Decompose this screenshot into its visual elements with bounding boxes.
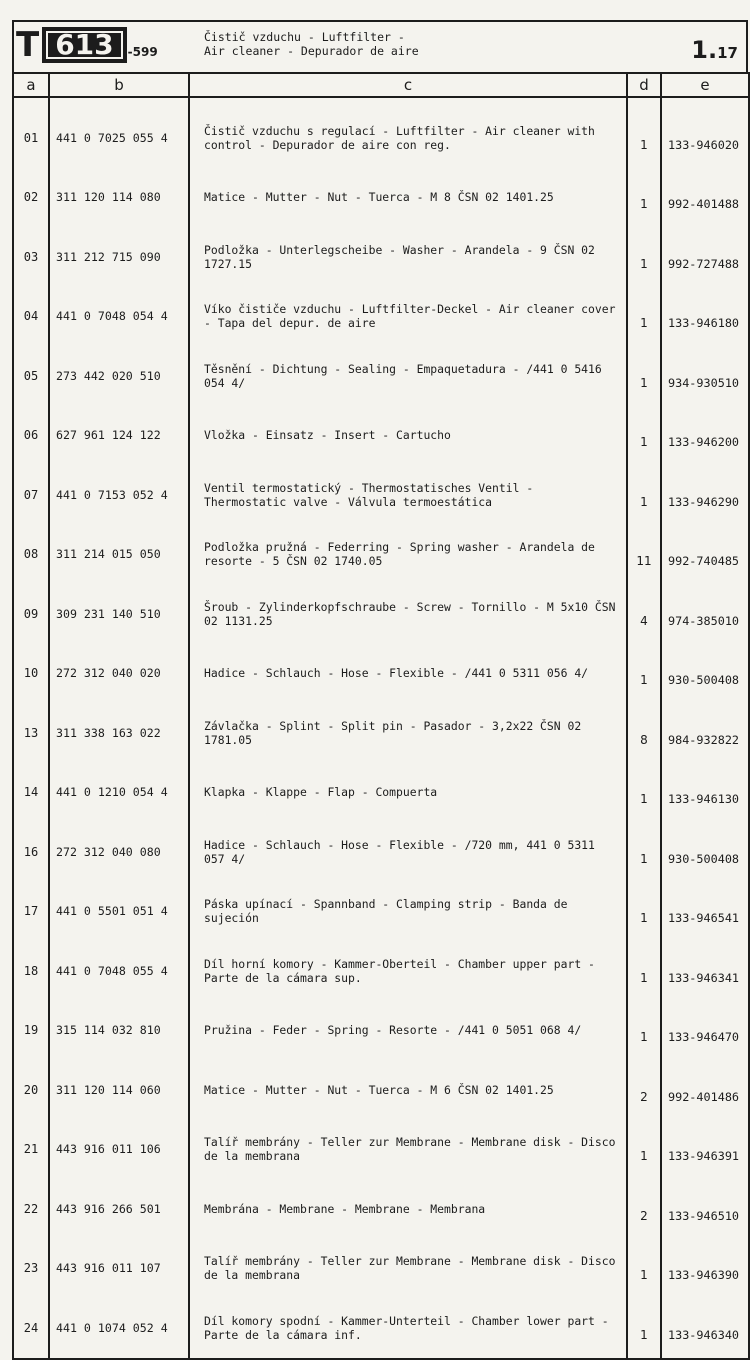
description: Podložka pružná - Federring - Spring washer - Arandela de resorte - 5 ČSN 02 1740.05 [189,525,627,585]
position-number: 24 [13,1298,49,1359]
table-row [13,525,749,585]
quantity: 1 [627,168,661,228]
description: Pružina - Feder - Spring - Resorte - /441 0 5051 068 4/ [189,1001,627,1061]
order-code: 992-727488 [661,227,749,287]
quantity: 1 [627,822,661,882]
table-row [13,882,749,942]
part-number: 441 0 1074 052 4 [49,1298,189,1359]
quantity: 1 [627,346,661,406]
parts-table-body [13,97,749,1359]
position-number: 21 [13,1120,49,1180]
order-code: 133-946290 [661,465,749,525]
position-number: 20 [13,1060,49,1120]
quantity: 1 [627,287,661,347]
parts-catalog-page [12,20,748,1342]
table-row [13,287,749,347]
table-row [13,168,749,228]
description: Podložka - Unterlegscheibe - Washer - Arandela - 9 ČSN 02 1727.15 [189,227,627,287]
position-number: 02 [13,168,49,228]
description: Víko čističe vzduchu - Luftfilter-Deckel - Air cleaner cover - Tapa del depur. de aire [189,287,627,347]
order-code: 133-946390 [661,1239,749,1299]
table-row [13,108,749,168]
description: Klapka - Klappe - Flap - Compuerta [189,763,627,823]
table-header-row [13,73,749,97]
description: Talíř membrány - Teller zur Membrane - Membrane disk - Disco de la membrana [189,1120,627,1180]
part-number: 311 214 015 050 [49,525,189,585]
quantity: 1 [627,465,661,525]
part-number: 441 0 7048 055 4 [49,941,189,1001]
column-header-a: a [13,73,49,97]
order-code: 992-740485 [661,525,749,585]
quantity: 1 [627,941,661,1001]
page-header [12,20,748,72]
order-code: 930-500408 [661,644,749,704]
position-number: 08 [13,525,49,585]
logo-model-box: 613 [42,27,126,63]
part-number: 311 212 715 090 [49,227,189,287]
part-number: 272 312 040 020 [49,644,189,704]
position-number: 19 [13,1001,49,1061]
order-code: 133-946130 [661,763,749,823]
order-code: 133-946020 [661,108,749,168]
logo-letter: T [16,25,39,65]
part-number: 315 114 032 810 [49,1001,189,1061]
order-code: 934-930510 [661,346,749,406]
table-row [13,644,749,704]
table-row [13,1298,749,1359]
quantity: 1 [627,227,661,287]
quantity: 1 [627,882,661,942]
position-number: 05 [13,346,49,406]
part-number: 309 231 140 510 [49,584,189,644]
position-number: 04 [13,287,49,347]
column-header-b: b [49,73,189,97]
quantity: 1 [627,406,661,466]
description: Hadice - Schlauch - Hose - Flexible - /441 0 5311 056 4/ [189,644,627,704]
title-line-2: Air cleaner - Depurador de aire [204,44,419,58]
part-number: 443 916 011 106 [49,1120,189,1180]
description: Talíř membrány - Teller zur Membrane - Membrane disk - Disco de la membrana [189,1239,627,1299]
table-row [13,1120,749,1180]
table-row [13,406,749,466]
quantity: 1 [627,1001,661,1061]
description: Těsnění - Dichtung - Sealing - Empaquetadura - /441 0 5416 054 4/ [189,346,627,406]
table-row [13,346,749,406]
description: Páska upínací - Spannband - Clamping strip - Banda de sujeción [189,882,627,942]
title-line-1: Čistič vzduchu - Luftfilter - [204,30,405,44]
quantity: 1 [627,108,661,168]
quantity: 1 [627,1239,661,1299]
table-row [13,227,749,287]
quantity: 2 [627,1179,661,1239]
order-code: 974-385010 [661,584,749,644]
description: Šroub - Zylinderkopfschraube - Screw - Tornillo - M 5x10 ČSN 02 1131.25 [189,584,627,644]
order-code: 133-946391 [661,1120,749,1180]
order-code: 133-946180 [661,287,749,347]
table-row [13,822,749,882]
position-number: 07 [13,465,49,525]
position-number: 13 [13,703,49,763]
position-number: 18 [13,941,49,1001]
part-number: 311 120 114 060 [49,1060,189,1120]
order-code: 984-932822 [661,703,749,763]
quantity: 1 [627,644,661,704]
position-number: 14 [13,763,49,823]
description: Čistič vzduchu s regulací - Luftfilter - Air cleaner with control - Depurador de aire con reg. [189,108,627,168]
part-number: 441 0 7153 052 4 [49,465,189,525]
table-row [13,465,749,525]
quantity: 1 [627,1298,661,1359]
position-number: 23 [13,1239,49,1299]
column-header-e: e [661,73,749,97]
table-row [13,703,749,763]
description: Matice - Mutter - Nut - Tuerca - M 6 ČSN 02 1401.25 [189,1060,627,1120]
description: Díl horní komory - Kammer-Oberteil - Chamber upper part - Parte de la cámara sup. [189,941,627,1001]
quantity: 4 [627,584,661,644]
logo-suffix: -599 [127,45,158,59]
part-number: 311 120 114 080 [49,168,189,228]
description: Membrána - Membrane - Membrane - Membrana [189,1179,627,1239]
column-header-c: c [189,73,627,97]
part-number: 273 442 020 510 [49,346,189,406]
table-row [13,1179,749,1239]
section-title [204,30,419,58]
order-code: 992-401488 [661,168,749,228]
description: Ventil termostatický - Thermostatisches Ventil - Thermostatic valve - Válvula termoestática [189,465,627,525]
order-code: 133-946340 [661,1298,749,1359]
page-number [691,36,738,64]
order-code: 992-401486 [661,1060,749,1120]
part-number: 627 961 124 122 [49,406,189,466]
part-number: 272 312 040 080 [49,822,189,882]
part-number: 311 338 163 022 [49,703,189,763]
order-code: 133-946470 [661,1001,749,1061]
order-code: 133-946541 [661,882,749,942]
column-header-d: d [627,73,661,97]
quantity: 8 [627,703,661,763]
table-row [13,1001,749,1061]
description: Závlačka - Splint - Split pin - Pasador - 3,2x22 ČSN 02 1781.05 [189,703,627,763]
order-code: 133-946510 [661,1179,749,1239]
table-row [13,763,749,823]
description: Díl komory spodní - Kammer-Unterteil - Chamber lower part - Parte de la cámara inf. [189,1298,627,1359]
position-number: 16 [13,822,49,882]
position-number: 17 [13,882,49,942]
description: Vložka - Einsatz - Insert - Cartucho [189,406,627,466]
order-code: 133-946200 [661,406,749,466]
quantity: 2 [627,1060,661,1120]
position-number: 01 [13,108,49,168]
page-number-main: 1. [691,36,718,64]
tatra-logo [16,25,158,65]
quantity: 11 [627,525,661,585]
part-number: 441 0 7025 055 4 [49,108,189,168]
description: Hadice - Schlauch - Hose - Flexible - /720 mm, 441 0 5311 057 4/ [189,822,627,882]
quantity: 1 [627,763,661,823]
part-number: 443 916 011 107 [49,1239,189,1299]
parts-table [12,72,750,1360]
position-number: 03 [13,227,49,287]
position-number: 22 [13,1179,49,1239]
position-number: 10 [13,644,49,704]
order-code: 133-946341 [661,941,749,1001]
table-row [13,1239,749,1299]
order-code: 930-500408 [661,822,749,882]
description: Matice - Mutter - Nut - Tuerca - M 8 ČSN 02 1401.25 [189,168,627,228]
position-number: 09 [13,584,49,644]
part-number: 443 916 266 501 [49,1179,189,1239]
quantity: 1 [627,1120,661,1180]
part-number: 441 0 1210 054 4 [49,763,189,823]
page-number-sub: 17 [717,44,738,62]
table-row [13,1060,749,1120]
position-number: 06 [13,406,49,466]
table-row [13,941,749,1001]
table-spacer-row [13,97,749,108]
part-number: 441 0 5501 051 4 [49,882,189,942]
part-number: 441 0 7048 054 4 [49,287,189,347]
table-row [13,584,749,644]
